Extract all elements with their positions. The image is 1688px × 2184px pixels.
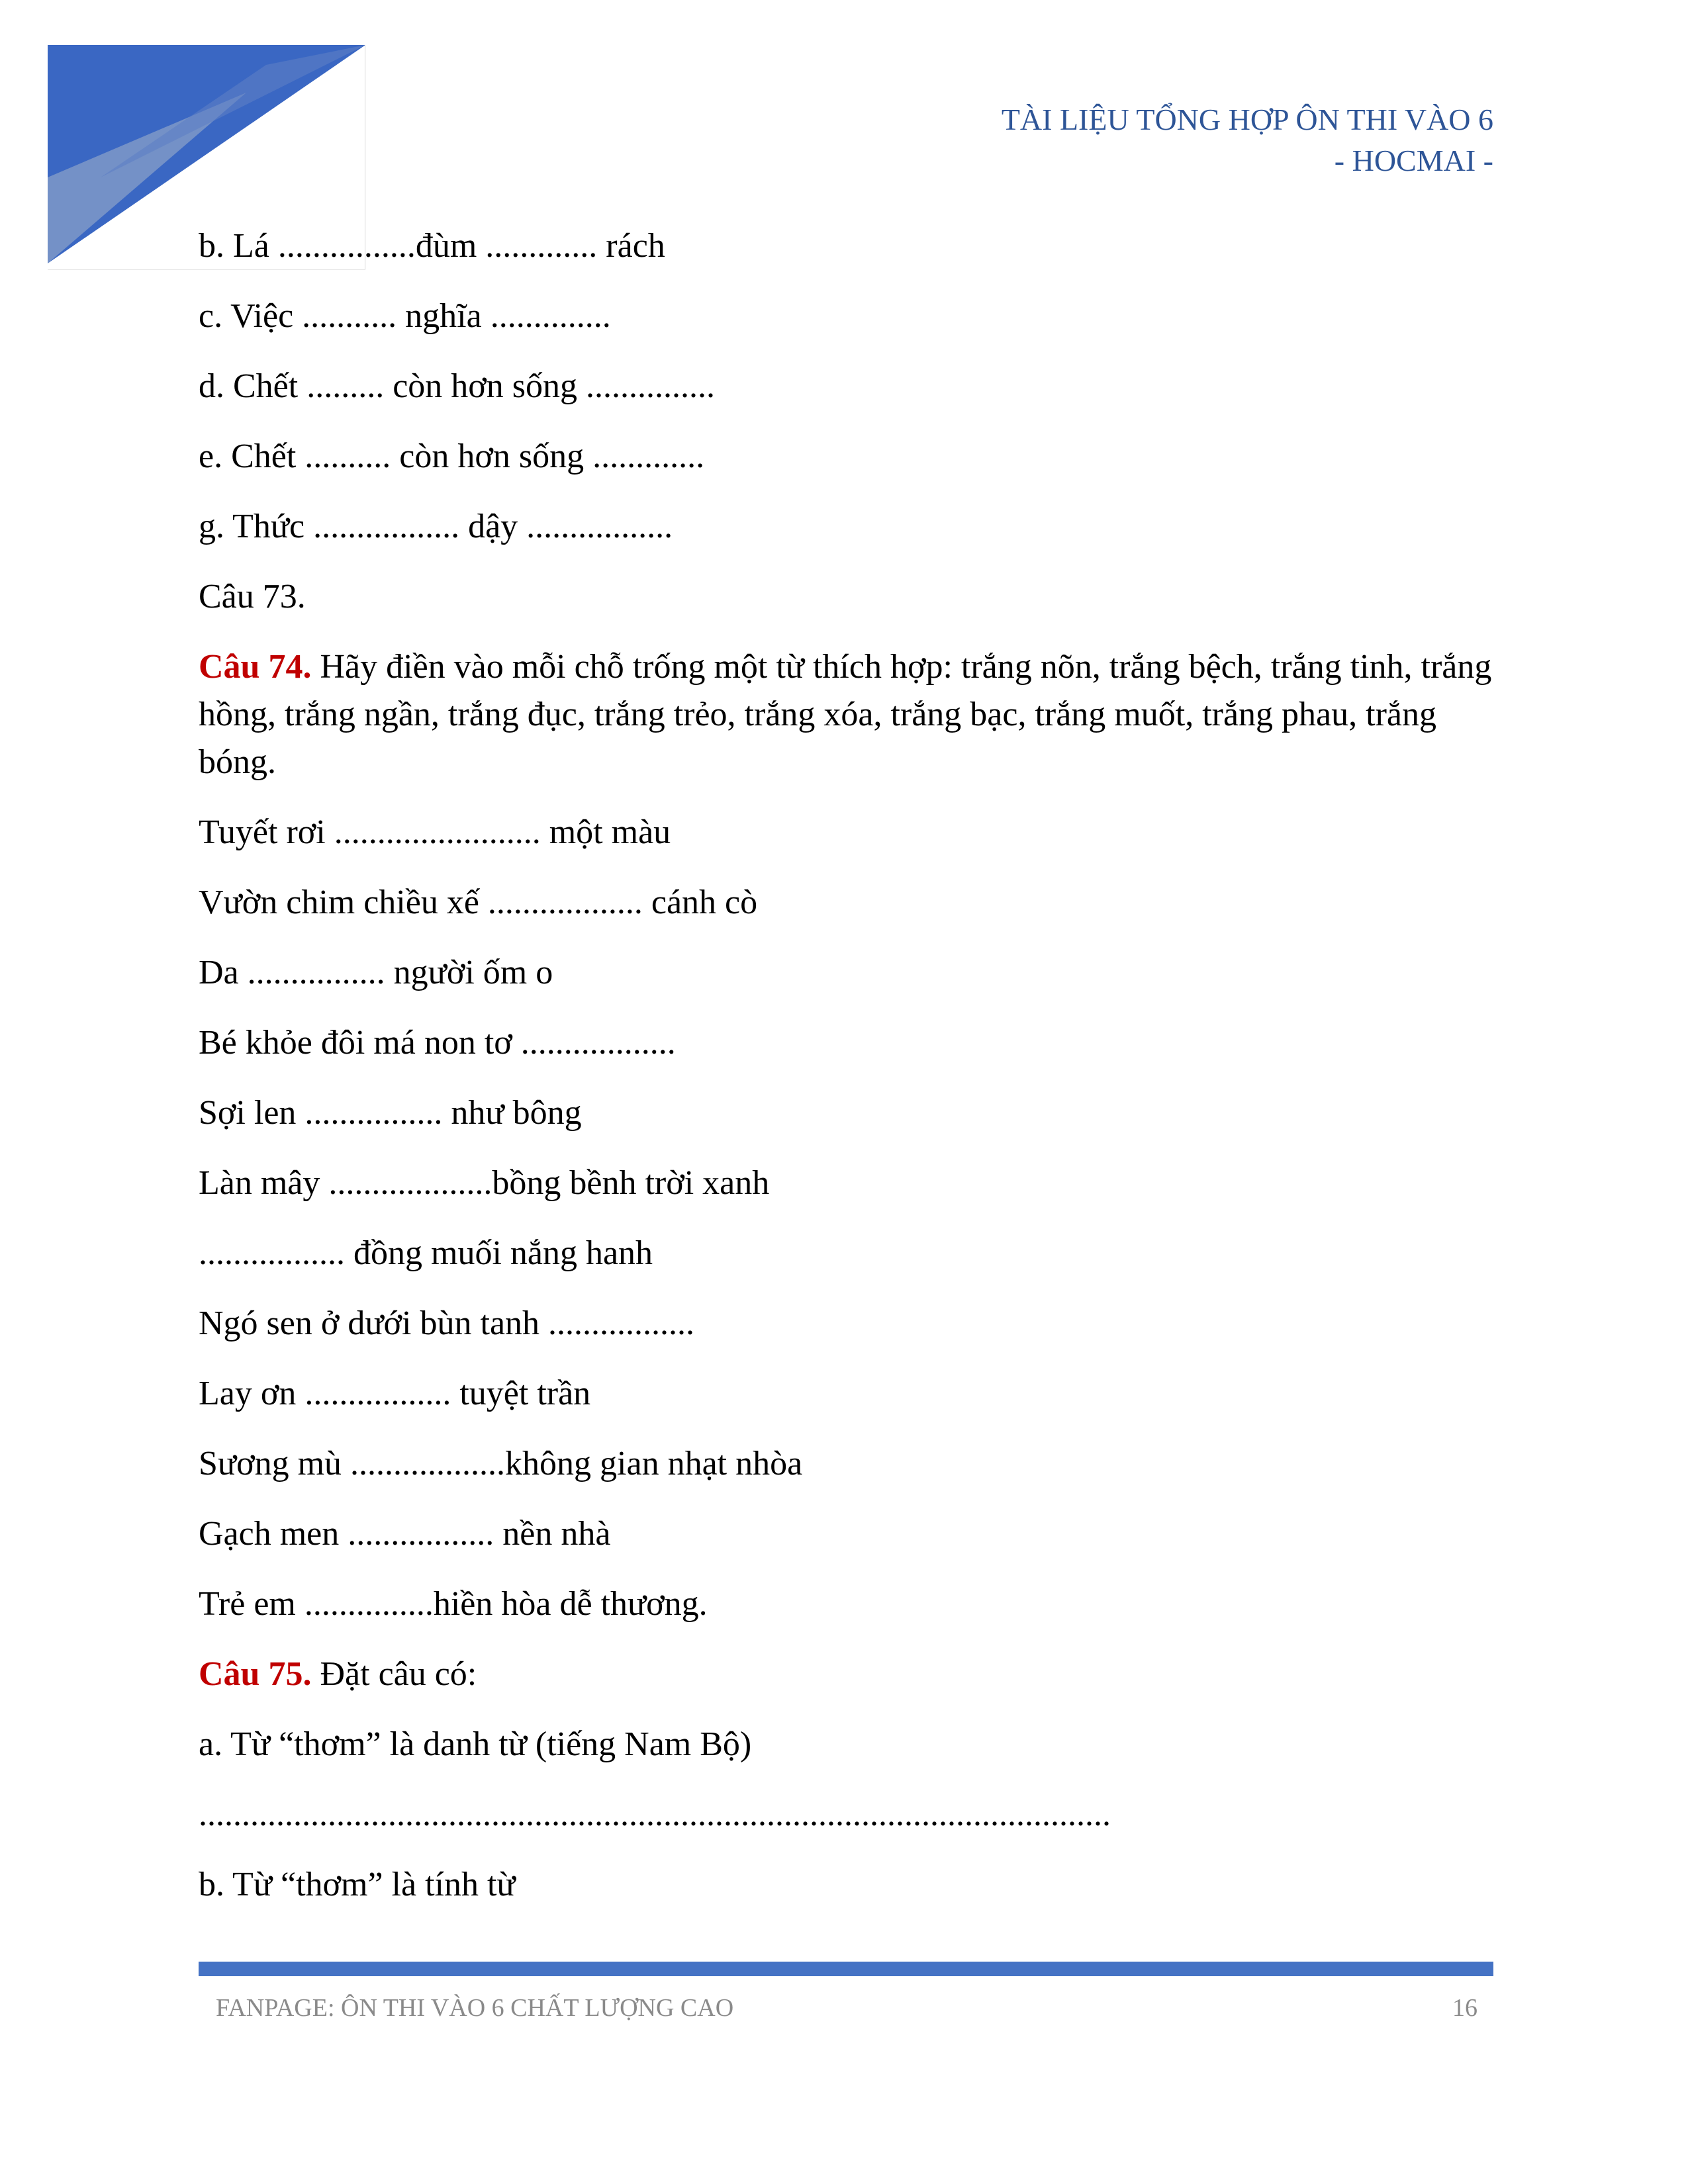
- poem-line: Ngó sen ở dưới bùn tanh .................: [199, 1304, 695, 1342]
- question-73: Câu 73.: [199, 578, 306, 615]
- exercise-line: e. Chết .......... còn hơn sống .............: [199, 437, 705, 475]
- header-subtitle: - HOCMAI -: [1334, 144, 1493, 177]
- poem-line: Sương mù ..................không gian nhạt nhòa: [199, 1445, 803, 1482]
- question-74-label: Câu 74.: [199, 648, 312, 686]
- page-header: [1002, 99, 1493, 181]
- exercise-line: c. Việc ........... nghĩa ..............: [199, 297, 611, 335]
- document-body: [199, 222, 1496, 1931]
- page-number: 16: [1452, 1994, 1477, 2022]
- exercise-line: g. Thức ................. dậy .................: [199, 508, 673, 545]
- question-74-text: Hãy điền vào mỗi chỗ trống một từ thích hợp: trắng nõn, trắng bệch, trắng tinh, trắng hồng, trắng ngần, trắng đục, trắng trẻo, trắng xóa, trắng bạc, trắng muốt, trắng phau, trắng bóng.: [199, 648, 1492, 781]
- exercise-line: b. Lá ................đùm ............. rách: [199, 227, 665, 265]
- poem-line: Tuyết rơi ........................ một màu: [199, 813, 671, 851]
- poem-line: Lay ơn ................. tuyệt trần: [199, 1375, 591, 1412]
- answer-blank-line: ..........................................................................................................: [199, 1796, 1111, 1833]
- exercise-line: d. Chết ......... còn hơn sống ...............: [199, 367, 716, 405]
- question-75-label: Câu 75.: [199, 1655, 312, 1693]
- exercise-line: a. Từ “thơm” là danh từ (tiếng Nam Bộ): [199, 1725, 752, 1763]
- poem-line: Trẻ em ...............hiền hòa dễ thương.: [199, 1585, 708, 1623]
- question-75: [199, 1651, 1496, 1698]
- footer-fanpage: FANPAGE: ÔN THI VÀO 6 CHẤT LƯỢNG CAO: [216, 1994, 734, 2022]
- poem-line: Bé khỏe đôi má non tơ ..................: [199, 1024, 676, 1062]
- exercise-line: b. Từ “thơm” là tính từ: [199, 1866, 516, 1903]
- poem-line: ................. đồng muối nắng hanh: [199, 1234, 653, 1272]
- header-title: TÀI LIỆU TỔNG HỢP ÔN THI VÀO 6: [1001, 103, 1493, 136]
- poem-line: Gạch men ................. nền nhà: [199, 1515, 611, 1553]
- question-75-text: Đặt câu có:: [311, 1655, 477, 1693]
- poem-line: Sợi len ................ như bông: [199, 1094, 582, 1132]
- poem-line: Vườn chim chiều xế .................. cánh cò: [199, 884, 758, 921]
- footer-divider: [199, 1962, 1493, 1976]
- poem-line: Da ................ người ốm o: [199, 954, 553, 991]
- poem-line: Làn mây ...................bồng bềnh trời xanh: [199, 1164, 770, 1202]
- question-74: [199, 643, 1496, 786]
